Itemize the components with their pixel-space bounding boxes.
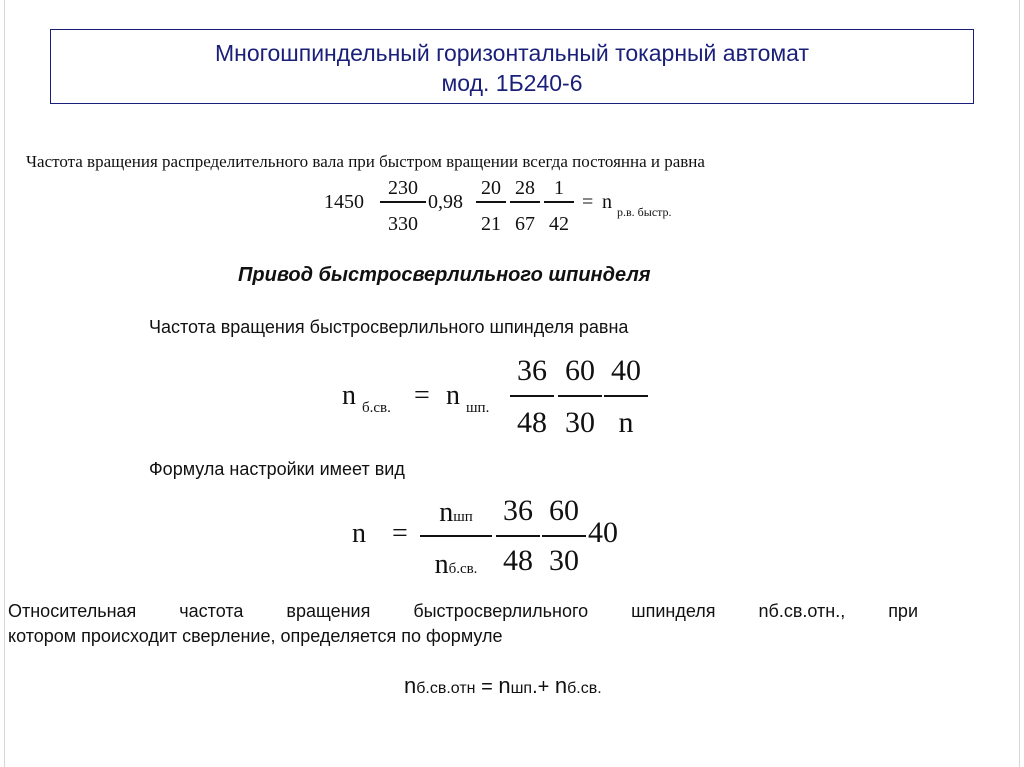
title-box [50,29,974,104]
fraction-numerator: 1 [554,177,564,199]
fraction-denominator: 30 [549,544,579,577]
fraction-bar [420,535,492,537]
fraction-denominator: 48 [517,406,547,439]
fraction-denominator: 330 [388,213,418,235]
formula-4-equals: = [475,676,499,698]
fraction-numerator [420,496,492,534]
formula-4-sub1: б.св.отн [416,680,476,697]
formula-3-tail: 40 [588,516,618,549]
formula-2-lhs: n [342,380,356,411]
formula-2-fraction-1 [510,354,554,440]
drill-speed-text: Частота вращения быстросверлильного шпинделя равна [149,317,629,337]
formula-4-sub3: б.св. [567,680,602,697]
fraction-bar [496,535,540,537]
fraction-numerator: 20 [481,177,501,199]
formula-2-rhs: n [446,380,460,411]
formula-4-sub2: шп [510,680,533,697]
setup-text: Формула настройки имеет вид [149,459,405,479]
formula-2-equals: = [414,380,430,411]
formula-4-plus: .+ [532,676,555,698]
fraction-1-numerator-n: n [439,497,454,528]
fraction-numerator: 28 [515,177,535,199]
fraction-bar [558,395,602,397]
fraction-numerator: 60 [549,494,579,527]
fraction-1-numerator-subscript: шп [453,509,473,525]
formula-3-fraction-1 [420,496,492,586]
fraction-numerator: 40 [611,354,641,387]
formula-1-fraction-1 [380,176,426,236]
formula-1-equals: = [582,191,594,213]
fraction-denominator: 30 [565,406,595,439]
fraction-bar [542,535,586,537]
formula-1-coefficient: 0,98 [428,191,463,213]
fraction-numerator: 36 [503,494,533,527]
formula-2-lhs-subscript: б.св. [362,400,391,416]
relative-text-line-2: котором происходит сверление, определяется по формуле [8,626,503,646]
formula-1-fraction-4 [544,176,574,236]
formula-1-fraction-3 [510,176,540,236]
relative-text-line-1: Относительная частота вращения быстросверлильного шпинделя nб.св.отн., при [8,601,918,621]
fraction-denominator: 48 [503,544,533,577]
title-line-1: Многошпиндельный горизонтальный токарный автомат [214,40,810,66]
slide-edge-left [4,0,5,767]
formula-1-fraction-2 [476,176,506,236]
formula-1-lead: 1450 [324,191,364,213]
fraction-numerator: 230 [388,177,418,199]
formula-2-fraction-2 [558,354,602,440]
formula-1-result-subscript: р.в. быстр. [617,205,672,219]
fraction-bar [544,201,574,203]
formula-3-fraction-3 [542,494,586,578]
fraction-bar [604,395,648,397]
fraction-numerator: 36 [517,354,547,387]
formula-4 [404,673,602,699]
fraction-1-denominator-subscript: б.св. [448,561,478,577]
fraction-denominator: n [618,406,634,439]
formula-4-n2: n [498,673,511,698]
formula-2-fraction-3 [604,354,648,440]
fraction-denominator: 67 [515,213,535,235]
formula-2-rhs-subscript: шп. [466,400,490,416]
fraction-bar [380,201,426,203]
formula-4-n1: n [404,673,417,698]
section-heading: Привод быстросверлильного шпинделя [238,264,651,286]
fraction-bar [476,201,506,203]
formula-1-result: n [602,191,612,213]
fraction-denominator [420,548,492,586]
intro-text: Частота вращения распределительного вала при быстром вращении всегда постоянна и равна [26,152,705,171]
formula-3-fraction-2 [496,494,540,578]
fraction-denominator: 42 [549,213,569,235]
slide-edge-right [1019,0,1020,767]
formula-3-equals: = [392,518,408,549]
formula-4-n3: n [554,673,568,698]
title-line-2: мод. 1Б240-6 [441,70,583,96]
fraction-1-denominator-n: n [434,549,449,580]
fraction-bar [510,201,540,203]
formula-3-lhs: n [352,518,366,549]
fraction-numerator: 60 [565,354,595,387]
fraction-bar [510,395,554,397]
fraction-denominator: 21 [481,213,501,235]
